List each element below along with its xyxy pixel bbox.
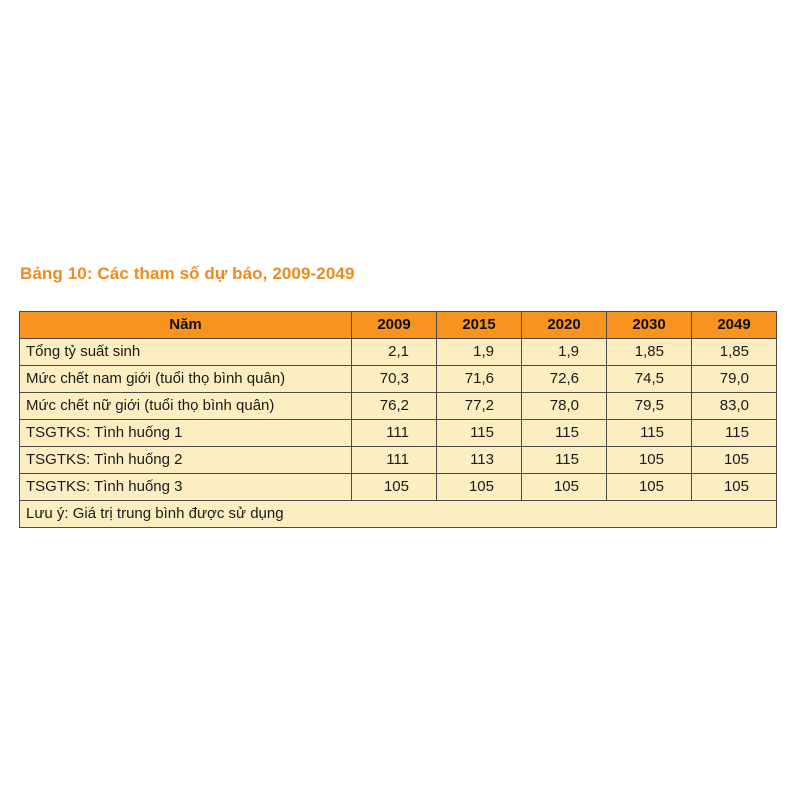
value-cell: 105 <box>692 474 777 501</box>
row-label-cell: TSGTKS: Tình huống 1 <box>20 420 352 447</box>
value-cell: 1,85 <box>692 339 777 366</box>
value-cell: 115 <box>607 420 692 447</box>
value-cell: 115 <box>522 447 607 474</box>
value-cell: 115 <box>522 420 607 447</box>
row-label-cell: TSGTKS: Tình huống 3 <box>20 474 352 501</box>
value-cell: 105 <box>352 474 437 501</box>
year-header-cell: 2009 <box>352 312 437 339</box>
value-cell: 105 <box>607 447 692 474</box>
value-cell: 2,1 <box>352 339 437 366</box>
header-row <box>20 312 777 339</box>
year-header-cell: 2049 <box>692 312 777 339</box>
value-cell: 113 <box>437 447 522 474</box>
value-cell: 105 <box>437 474 522 501</box>
row-label-cell: Tổng tỷ suất sinh <box>20 339 352 366</box>
year-header-cell: 2020 <box>522 312 607 339</box>
value-cell: 70,3 <box>352 366 437 393</box>
value-cell: 115 <box>692 420 777 447</box>
value-cell: 105 <box>522 474 607 501</box>
value-cell: 78,0 <box>522 393 607 420</box>
table-row <box>20 474 777 501</box>
value-cell: 1,9 <box>522 339 607 366</box>
value-cell: 79,5 <box>607 393 692 420</box>
table-note: Lưu ý: Giá trị trung bình được sử dụng <box>20 501 777 528</box>
value-cell: 72,6 <box>522 366 607 393</box>
value-cell: 76,2 <box>352 393 437 420</box>
value-cell: 83,0 <box>692 393 777 420</box>
value-cell: 111 <box>352 420 437 447</box>
value-cell: 1,9 <box>437 339 522 366</box>
table-row <box>20 420 777 447</box>
parameter-table <box>19 311 777 528</box>
value-cell: 79,0 <box>692 366 777 393</box>
value-cell: 115 <box>437 420 522 447</box>
value-cell: 74,5 <box>607 366 692 393</box>
table-row <box>20 447 777 474</box>
year-header-cell: 2015 <box>437 312 522 339</box>
row-label-cell: TSGTKS: Tình huống 2 <box>20 447 352 474</box>
table-row <box>20 393 777 420</box>
year-header-cell: 2030 <box>607 312 692 339</box>
value-cell: 1,85 <box>607 339 692 366</box>
table-row <box>20 339 777 366</box>
value-cell: 105 <box>607 474 692 501</box>
table-row <box>20 366 777 393</box>
row-label-cell: Mức chết nữ giới (tuổi thọ bình quân) <box>20 393 352 420</box>
value-cell: 77,2 <box>437 393 522 420</box>
header-label-cell: Năm <box>20 312 352 339</box>
value-cell: 111 <box>352 447 437 474</box>
table-caption: Bảng 10: Các tham số dự báo, 2009-2049 <box>20 264 355 283</box>
value-cell: 105 <box>692 447 777 474</box>
note-row <box>20 501 777 528</box>
row-label-cell: Mức chết nam giới (tuổi thọ bình quân) <box>20 366 352 393</box>
value-cell: 71,6 <box>437 366 522 393</box>
